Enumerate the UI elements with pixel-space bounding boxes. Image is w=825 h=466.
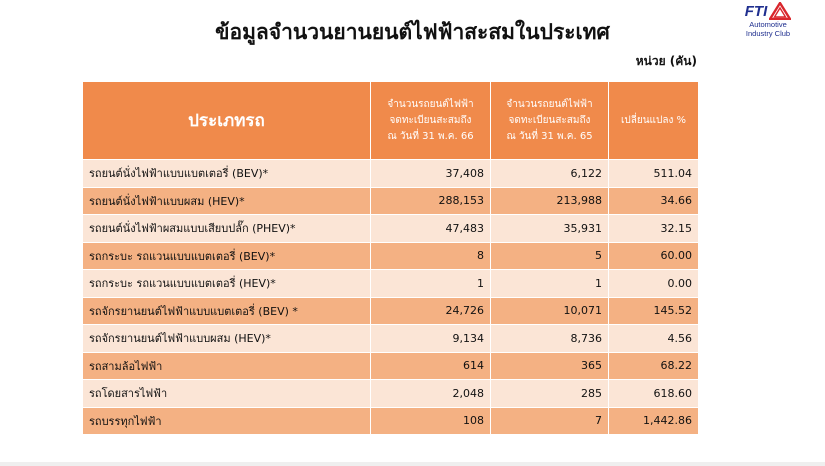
table-row [83,215,699,243]
cell-registered-2565: 8,736 [491,325,609,353]
cell-registered-2565: 1 [491,270,609,298]
cell-registered-2566: 1 [371,270,491,298]
table-row [83,160,699,188]
cell-vehicle-type: รถยนต์นั่งไฟฟ้าผสมแบบเสียบปลั๊ก (PHEV)* [83,215,371,243]
cell-registered-2566: 614 [371,352,491,380]
triangle-logo-icon [769,2,791,20]
cell-registered-2566: 24,726 [371,297,491,325]
table-row [83,297,699,325]
cell-registered-2566: 108 [371,407,491,435]
cell-registered-2565: 6,122 [491,160,609,188]
cell-vehicle-type: รถยนต์นั่งไฟฟ้าแบบผสม (HEV)* [83,187,371,215]
page-title: ข้อมูลจำนวนยานยนต์ไฟฟ้าสะสมในประเทศ [215,20,610,44]
cell-registered-2565: 365 [491,352,609,380]
header-line: จดทะเบียนสะสมถึง [389,114,472,126]
cell-registered-2566: 47,483 [371,215,491,243]
table-row [83,270,699,298]
header-line: ณ วันที่ 31 พ.ค. 65 [506,130,593,142]
cell-vehicle-type: รถสามล้อไฟฟ้า [83,352,371,380]
cell-registered-2566: 9,134 [371,325,491,353]
table-row [83,187,699,215]
table-row [83,380,699,408]
table-row [83,407,699,435]
cell-registered-2566: 8 [371,242,491,270]
header-line: ณ วันที่ 31 พ.ค. 66 [387,130,474,142]
cell-change-percent: 4.56 [609,325,699,353]
table-row [83,242,699,270]
cell-change-percent: 68.22 [609,352,699,380]
cell-change-percent: 34.66 [609,187,699,215]
logo-subtitle-1: Automotive [749,20,787,29]
header-line: จำนวนรถยนต์ไฟฟ้า [506,98,593,110]
cell-change-percent: 145.52 [609,297,699,325]
cell-registered-2565: 7 [491,407,609,435]
fti-logo [723,2,813,38]
logo-subtitle-2: Industry Club [745,29,791,38]
cell-registered-2566: 288,153 [371,187,491,215]
cell-registered-2566: 37,408 [371,160,491,188]
cell-registered-2565: 5 [491,242,609,270]
logo-mark [723,2,813,20]
cell-change-percent: 32.15 [609,215,699,243]
logo-text: FTI [744,2,768,20]
footer-divider [0,462,825,466]
cell-change-percent: 511.04 [609,160,699,188]
cell-registered-2566: 2,048 [371,380,491,408]
table-header [83,82,699,160]
cell-registered-2565: 213,988 [491,187,609,215]
header-change-percent: เปลี่ยนแปลง % [609,82,699,160]
table-row [83,325,699,353]
header-vehicle-type: ประเภทรถ [83,82,371,160]
header-row [83,82,699,160]
unit-label: หน่วย (คัน) [635,54,697,68]
cell-vehicle-type: รถกระบะ รถแวนแบบแบตเตอรี่ (BEV)* [83,242,371,270]
header-registered-2566 [371,82,491,160]
cell-vehicle-type: รถกระบะ รถแวนแบบแบตเตอรี่ (HEV)* [83,270,371,298]
header-line: จำนวนรถยนต์ไฟฟ้า [387,98,474,110]
header-line: จดทะเบียนสะสมถึง [508,114,591,126]
cell-registered-2565: 35,931 [491,215,609,243]
cell-change-percent: 0.00 [609,270,699,298]
cell-change-percent: 618.60 [609,380,699,408]
table-body [83,160,699,435]
cell-vehicle-type: รถจักรยานยนต์ไฟฟ้าแบบผสม (HEV)* [83,325,371,353]
ev-data-table [82,81,699,435]
cell-vehicle-type: รถจักรยานยนต์ไฟฟ้าแบบแบตเตอรี่ (BEV) * [83,297,371,325]
cell-registered-2565: 285 [491,380,609,408]
cell-registered-2565: 10,071 [491,297,609,325]
table-row [83,352,699,380]
cell-change-percent: 60.00 [609,242,699,270]
cell-vehicle-type: รถยนต์นั่งไฟฟ้าแบบแบตเตอรี่ (BEV)* [83,160,371,188]
header-registered-2565 [491,82,609,160]
cell-vehicle-type: รถบรรทุกไฟฟ้า [83,407,371,435]
cell-vehicle-type: รถโดยสารไฟฟ้า [83,380,371,408]
cell-change-percent: 1,442.86 [609,407,699,435]
